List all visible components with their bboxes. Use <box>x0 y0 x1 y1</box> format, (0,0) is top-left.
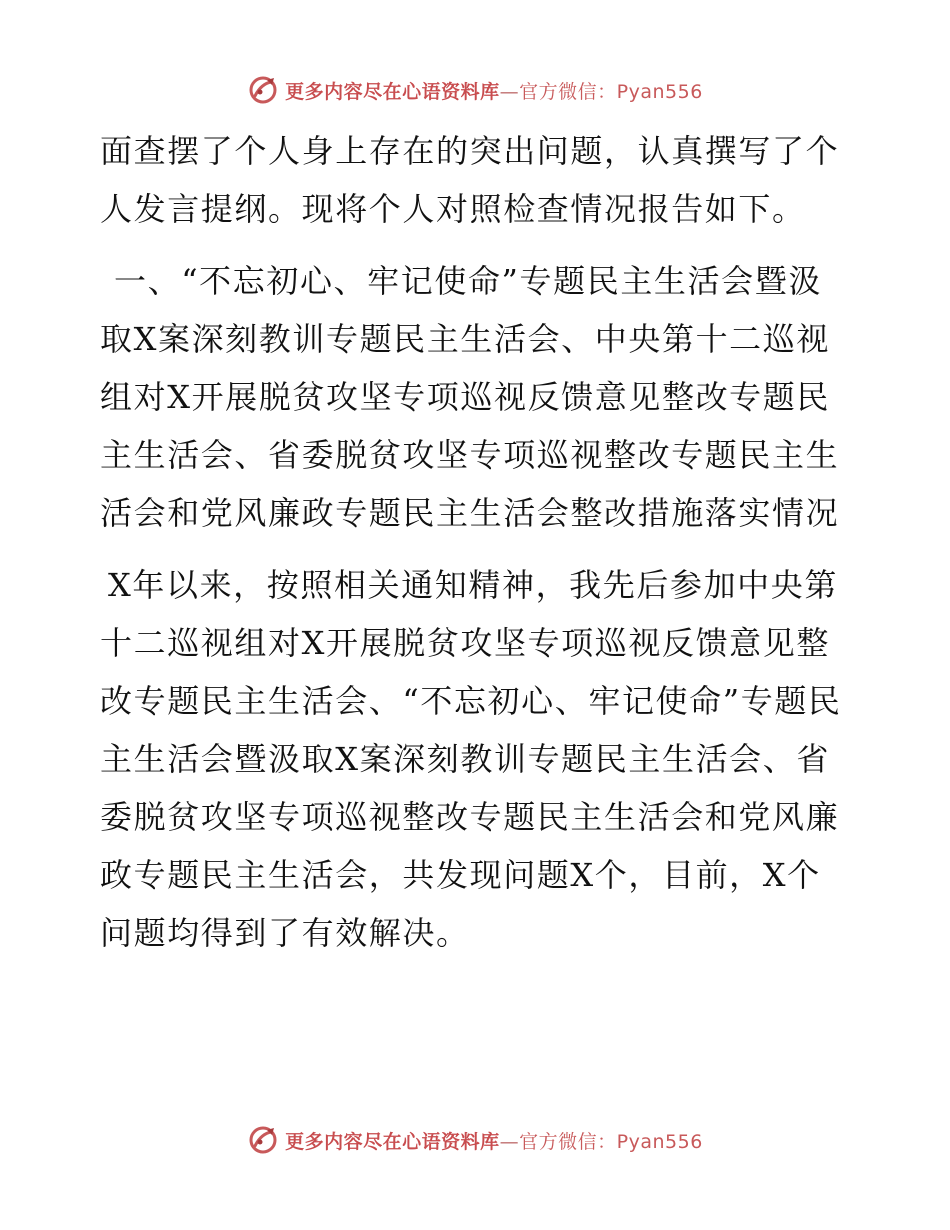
paragraph-body: X年以来，按照相关通知精神，我先后参加中央第十二巡视组对X开展脱贫攻坚专项巡视反馈意见整改专题民主生活会、“不忘初心、牢记使命”专题民主生活会暨汲取X案深刻教训专题民主生活会、省委脱贫攻坚专项巡视整改专题民主生活会和党风廉政专题民主生活会，共发现问题X个，目前，X个问题均得到了有效解决。 <box>100 566 842 952</box>
header-watermark <box>0 70 950 110</box>
section-heading: 一、“不忘初心、牢记使命”专题民主生活会暨汲取X案深刻教训专题民主生活会、中央第十二巡视组对X开展脱贫攻坚专项巡视反馈意见整改专题民主生活会、省委脱贫攻坚专项巡视整改专题民主生活会和党风廉政专题民主生活会整改措施落实情况 <box>100 262 840 532</box>
document-body <box>100 122 852 962</box>
watermark-brand: 更多内容尽在心语资料库 <box>285 1130 500 1153</box>
footer-watermark <box>0 1120 950 1160</box>
pen-swirl-logo-icon <box>247 74 279 106</box>
watermark-text <box>285 77 703 104</box>
watermark-brand: 更多内容尽在心语资料库 <box>285 80 500 103</box>
watermark-text <box>285 1127 703 1154</box>
watermark-separator: — <box>499 80 520 103</box>
pen-swirl-logo-icon <box>247 1124 279 1156</box>
watermark-separator: — <box>499 1130 520 1153</box>
watermark-contact: 官方微信：Pyan556 <box>519 1130 703 1153</box>
paragraph-continuation: 面查摆了个人身上存在的突出问题，认真撰写了个人发言提纲。现将个人对照检查情况报告如下。 <box>100 132 840 228</box>
watermark-contact: 官方微信：Pyan556 <box>519 80 703 103</box>
